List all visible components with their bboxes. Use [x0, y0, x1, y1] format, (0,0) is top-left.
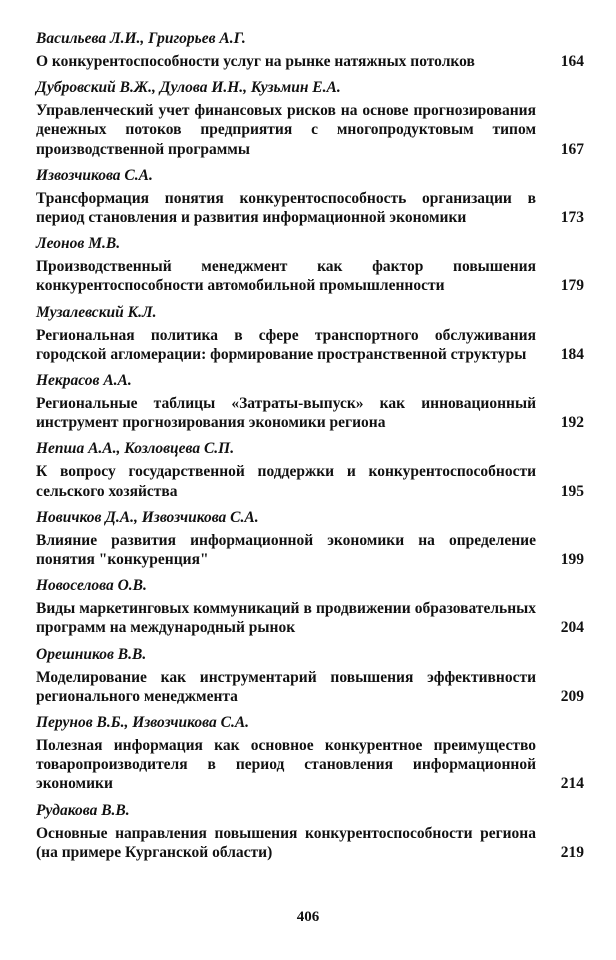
- toc-authors: Леонов М.В.: [36, 235, 121, 253]
- toc-title: Моделирование как инструментарий повышения эффективности регионального менеджмента: [36, 668, 536, 705]
- toc-authors: Новичков Д.А., Извозчикова С.А.: [36, 508, 259, 526]
- toc-title: Влияние развития информационной экономики на определение понятия "конкуренция": [36, 531, 536, 569]
- toc-title: Региональная политика в сфере транспортного обслуживания городской агломерации: формирование пространственной структуры: [36, 326, 536, 363]
- toc-authors: Рудакова В.В.: [36, 801, 130, 819]
- toc-page-number: 219: [560, 843, 584, 861]
- toc-entry: [36, 28, 584, 71]
- toc-title-row: [36, 52, 584, 71]
- toc-authors: Музалевский К.Л.: [36, 303, 157, 321]
- toc-entry: [36, 644, 584, 706]
- toc-title-row: [36, 736, 584, 794]
- toc-page-number: 204: [560, 619, 584, 637]
- toc-title: Основные направления повышения конкурентоспособности региона (на примере Курганской области): [36, 824, 536, 861]
- toc-title-row: [36, 189, 584, 227]
- toc-authors: Новоселова О.В.: [36, 577, 147, 595]
- toc-title-row: [36, 257, 584, 295]
- toc-title-row: [36, 101, 584, 159]
- toc-entry: [36, 233, 584, 295]
- table-of-contents: [36, 28, 584, 868]
- toc-authors: Некрасов А.А.: [36, 372, 132, 390]
- toc-title: О конкурентоспособности услуг на рынке натяжных потолков: [36, 53, 475, 70]
- toc-authors: Перунов В.Б., Извозчикова С.А.: [36, 714, 250, 732]
- toc-title: Виды маркетинговых коммуникаций в продвижении образовательных программ на международный рынок: [36, 600, 536, 637]
- toc-entry: [36, 712, 584, 794]
- toc-title: Производственный менеджмент как фактор повышения конкурентоспособности автомобильной промышленности: [36, 258, 536, 295]
- toc-entry: [36, 800, 584, 862]
- toc-page-number: 199: [560, 551, 584, 569]
- toc-authors: Извозчикова С.А.: [36, 166, 153, 184]
- toc-title-row: [36, 824, 584, 862]
- toc-authors: Непша А.А., Козловцева С.П.: [36, 440, 235, 458]
- toc-entry: [36, 438, 584, 500]
- toc-authors: Орешников В.В.: [36, 645, 147, 663]
- toc-title-row: [36, 394, 584, 432]
- toc-page-number: 184: [560, 345, 584, 363]
- toc-title-row: [36, 599, 584, 637]
- toc-title: К вопросу государственной поддержки и конкурентоспособности сельского хозяйства: [36, 463, 536, 500]
- toc-title: Трансформация понятия конкурентоспособность организации в период становления и развития информационной экономики: [36, 189, 536, 227]
- toc-page-number: 195: [560, 482, 584, 500]
- toc-entry: [36, 575, 584, 637]
- toc-authors: Дубровский В.Ж., Дулова И.Н., Кузьмин Е.А.: [36, 79, 341, 97]
- toc-page-number: 167: [560, 140, 584, 158]
- toc-title: Региональные таблицы «Затраты-выпуск» как инновационный инструмент прогнозирования экономики региона: [36, 395, 536, 432]
- toc-page-number: 209: [560, 687, 584, 705]
- toc-title: Управленческий учет финансовых рисков на основе прогнозирования денежных потоков предприятия с многопродуктовым типом производственной программы: [36, 102, 536, 158]
- toc-title: Полезная информация как основное конкурентное преимущество товаропроизводителя в период становления информационной экономики: [36, 737, 536, 793]
- toc-entry: [36, 165, 584, 227]
- toc-page-number: 179: [560, 277, 584, 295]
- toc-entry: [36, 77, 584, 159]
- toc-entry: [36, 507, 584, 569]
- toc-page-number: 214: [560, 775, 584, 793]
- toc-title-row: [36, 462, 584, 500]
- toc-title-row: [36, 668, 584, 706]
- toc-entry: [36, 370, 584, 432]
- page-number-footer: 406: [296, 909, 320, 925]
- toc-page-number: 173: [560, 209, 584, 227]
- toc-entry: [36, 302, 584, 364]
- toc-page-number: 164: [560, 53, 584, 70]
- toc-title-row: [36, 531, 584, 569]
- toc-page-number: 192: [560, 414, 584, 432]
- toc-title-row: [36, 326, 584, 364]
- toc-authors: Васильева Л.И., Григорьев А.Г.: [36, 30, 246, 47]
